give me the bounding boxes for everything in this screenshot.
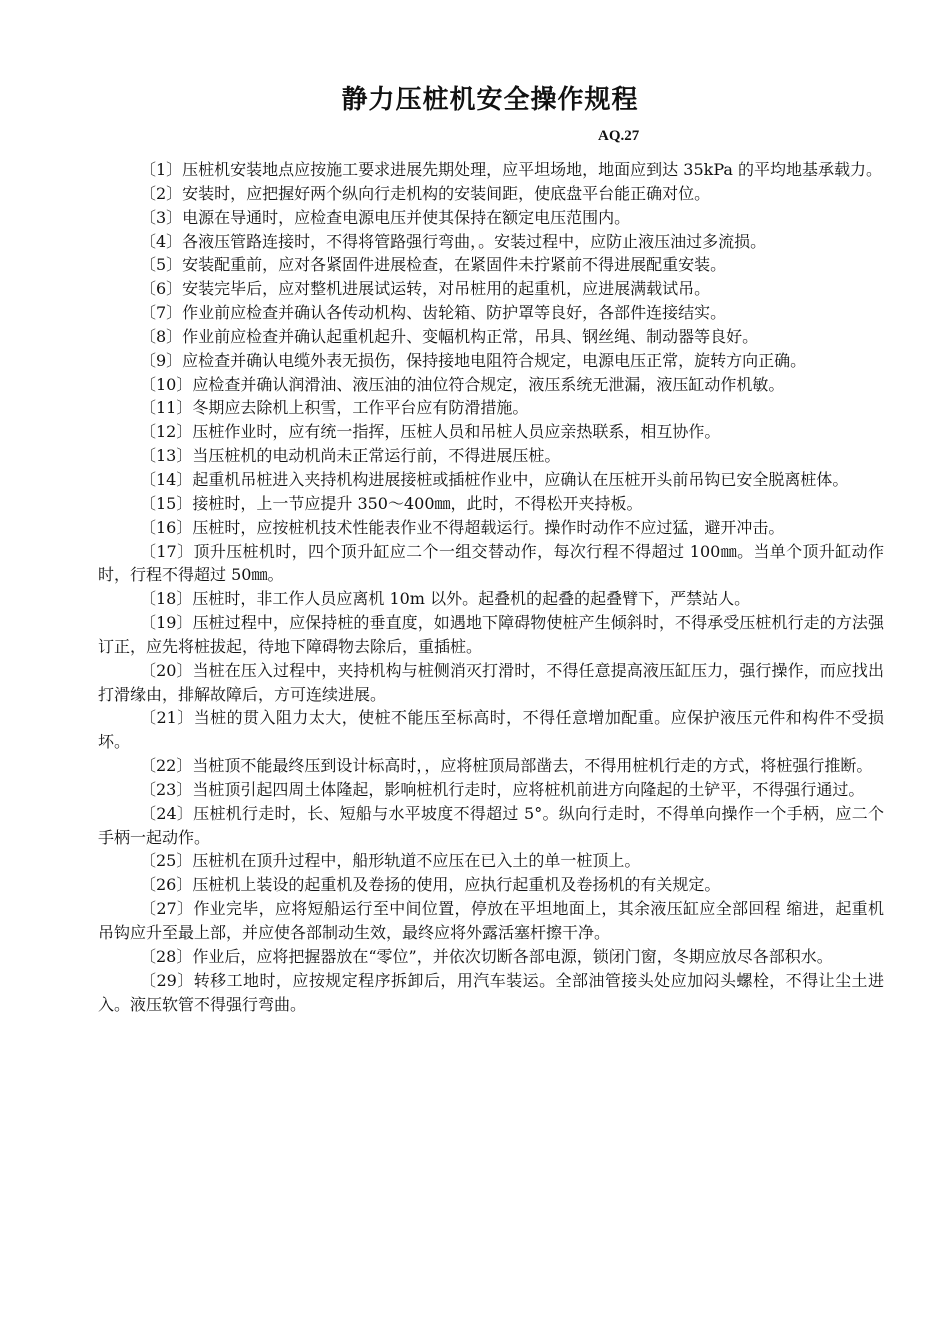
document-title: 静力压桩机安全操作规程: [341, 85, 639, 115]
clause-24: 〔24〕压桩机行走时，长、短船与水平坡度不得超过 5°。纵向行走时，不得单向操作一个手柄，应二个手柄一起动作。: [98, 803, 884, 847]
clause-23: 〔23〕当桩顶引起四周土体隆起，影响桩机行走时，应将桩机前进方向隆起的土铲平，不得强行通过。: [140, 779, 865, 799]
clause-29: 〔29〕转移工地时，应按规定程序拆卸后，用汽车装运。全部油管接头处应加闷头螺栓，不得让尘土进入。液压软管不得强行弯曲。: [98, 970, 884, 1014]
clause-26: 〔26〕压桩机上装设的起重机及卷扬的使用，应执行起重机及卷扬机的有关规定。: [140, 875, 721, 895]
clause-13: 〔13〕当压桩机的电动机尚未正常运行前，不得进展压桩。: [140, 446, 561, 466]
clause-5: 〔5〕安装配重前，应对各紧固件进展检查，在紧固件未拧紧前不得进展配重安装。: [140, 255, 727, 275]
clause-20: 〔20〕当桩在压入过程中，夹持机构与桩侧消灭打滑时，不得任意提高液压缸压力，强行操作，而应找出打滑缘由，排解故障后，方可连续进展。: [98, 660, 884, 704]
clause-12: 〔12〕压桩作业时，应有统一指挥，压桩人员和吊桩人员应亲热联系，相互协作。: [140, 422, 721, 442]
clause-9: 〔9〕应检查并确认电缆外表无损伤，保持接地电阻符合规定，电源电压正常，旋转方向正确。: [140, 350, 807, 370]
clause-18: 〔18〕压桩时，非工作人员应离机 10m 以外。起叠机的起叠的起叠臂下，严禁站人。: [140, 589, 751, 609]
clause-28: 〔28〕作业后，应将把握器放在“零位”，并依次切断各部电源，锁闭门窗，冬期应放尽各部积水。: [140, 946, 833, 966]
clause-1: 〔1〕压桩机安装地点应按施工要求进展先期处理，应平坦场地，地面应到达 35kPa 的平均地基承载力。: [140, 160, 882, 179]
document-code: AQ.27: [598, 128, 640, 144]
clause-10: 〔10〕应检查并确认润滑油、液压油的油位符合规定，液压系统无泄漏，液压缸动作机敏。: [140, 374, 785, 394]
clause-16: 〔16〕压桩时，应按桩机技术性能表作业不得超载运行。操作时动作不应过猛，避开冲击。: [140, 517, 785, 537]
clause-25: 〔25〕压桩机在顶升过程中，船形轨道不应压在已入土的单一桩顶上。: [140, 851, 641, 871]
clause-17: 〔17〕顶升压桩机时，四个顶升缸应二个一组交替动作，每次行程不得超过 100㎜。当单个顶升缸动作时，行程不得超过 50㎜。: [98, 541, 884, 585]
document-body: [98, 158, 884, 1016]
clause-3: 〔3〕电源在导通时，应检查电源电压并使其保持在额定电压范围内。: [140, 207, 631, 227]
clause-15: 〔15〕接桩时，上一节应提升 350～400㎜，此时，不得松开夹持板。: [140, 493, 643, 513]
clause-11: 〔11〕冬期应去除机上积雪，工作平台应有防滑措施。: [140, 398, 529, 418]
clause-6: 〔6〕安装完毕后，应对整机进展试运转，对吊桩用的起重机，应进展满载试吊。: [140, 279, 711, 299]
clause-7: 〔7〕作业前应检查并确认各传动机构、齿轮箱、防护罩等良好，各部件连接结实。: [140, 303, 727, 323]
clause-2: 〔2〕安装时，应把握好两个纵向行走机构的安装间距，使底盘平台能正确对位。: [140, 183, 711, 203]
clause-22: 〔22〕当桩顶不能最终压到设计标高时，，应将桩顶局部凿去，不得用桩机行走的方式，将桩强行推断。: [140, 756, 873, 776]
clause-21: 〔21〕当桩的贯入阻力太大，使桩不能压至标高时，不得任意增加配重。应保护液压元件和构件不受损坏。: [98, 708, 884, 752]
clause-14: 〔14〕起重机吊桩进入夹持机构进展接桩或插桩作业中，应确认在压桩开头前吊钩已安全脱离桩体。: [140, 469, 849, 489]
clause-8: 〔8〕作业前应检查并确认起重机起升、变幅机构正常，吊具、钢丝绳、制动器等良好。: [140, 326, 759, 346]
clause-19: 〔19〕压桩过程中，应保持桩的垂直度，如遇地下障碍物使桩产生倾斜时，不得承受压桩机行走的方法强订正，应先将桩拔起，待地下障碍物去除后，重插桩。: [98, 613, 884, 656]
clause-4: 〔4〕各液压管路连接时，不得将管路强行弯曲，。安装过程中，应防止液压油过多流损。: [140, 231, 767, 251]
clause-27: 〔27〕作业完毕，应将短船运行至中间位置，停放在平坦地面上，其余液压缸应全部回程 缩进，起重机吊钩应升至最上部，并应使各部制动生效，最终应将外露活塞杆擦干净。: [98, 899, 884, 942]
